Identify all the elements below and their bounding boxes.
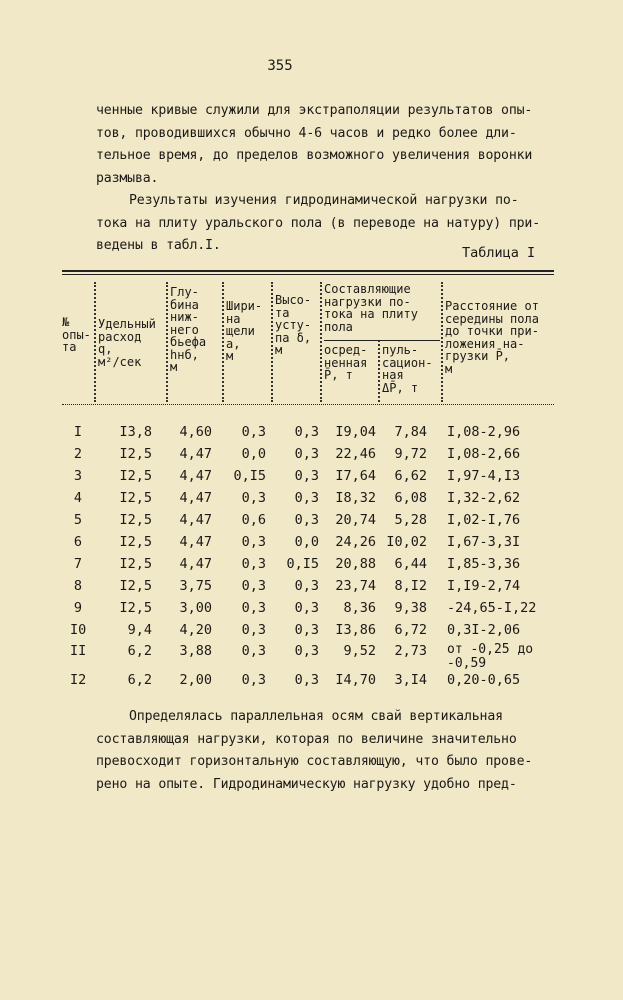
cell-pulse-load: 7,84 — [394, 424, 427, 440]
cell-pulse-load: 9,72 — [394, 446, 427, 462]
cell-pulse-load: 6,62 — [394, 468, 427, 484]
text-line: превосходит горизонтальную составляющую, что было прове- — [96, 754, 533, 769]
header-step-height: Высо- та усту- па δ, м — [275, 293, 312, 357]
table-caption: Таблица I — [462, 245, 536, 261]
cell-depth: 4,47 — [179, 446, 212, 462]
header-distance: Расстояние от середины пола до точки при- ложения на- грузки P̄, м — [445, 299, 539, 376]
cell-number: 4 — [73, 490, 83, 506]
cell-flow: I2,5 — [119, 468, 152, 484]
header-flow: Удельный расход q, м²/сек — [98, 317, 156, 369]
cell-flow: I2,5 — [119, 534, 152, 550]
cell-number: I0 — [70, 622, 87, 638]
cell-height: 0,3 — [294, 622, 319, 638]
header-number: № опы- та — [62, 315, 91, 354]
cell-distance: 0,3I-2,06 — [447, 622, 521, 638]
cell-depth: 3,88 — [179, 643, 212, 659]
cell-height: 0,3 — [294, 672, 319, 688]
column-divider — [271, 282, 273, 402]
header-load-components: Составляющие нагрузки по- тока на плиту пола — [324, 282, 418, 334]
paragraph-intro — [96, 100, 546, 258]
cell-avg-load: 20,74 — [335, 512, 376, 528]
column-divider — [378, 340, 380, 402]
column-divider — [166, 282, 168, 402]
cell-flow: I2,5 — [119, 512, 152, 528]
column-divider — [441, 282, 443, 402]
column-divider — [320, 282, 322, 402]
text-line: тока на плиту уральского пола (в переводе на натуру) при- — [96, 215, 541, 231]
cell-pulse-load: 5,28 — [394, 512, 427, 528]
cell-number: 3 — [73, 468, 83, 484]
cell-depth: 4,20 — [179, 622, 212, 638]
cell-depth: 3,00 — [179, 600, 212, 616]
cell-width: 0,3 — [241, 672, 266, 688]
cell-pulse-load: I0,02 — [386, 534, 427, 550]
cell-pulse-load: 3,I4 — [394, 672, 427, 688]
cell-depth: 3,75 — [179, 578, 212, 594]
text-line: рено на опыте. Гидродинамическую нагрузку удобно пред- — [96, 776, 517, 792]
cell-flow: I2,5 — [119, 600, 152, 616]
cell-height: 0,I5 — [286, 556, 319, 572]
text-line: Определялась параллельная осям свай вертикальная — [129, 709, 503, 724]
cell-depth: 4,47 — [179, 468, 212, 484]
cell-number: 7 — [73, 556, 83, 572]
cell-flow: I2,5 — [119, 556, 152, 572]
cell-distance: -24,65-I,22 — [447, 600, 537, 616]
table-top-rule — [62, 270, 554, 272]
cell-width: 0,3 — [241, 643, 266, 659]
cell-number: 2 — [73, 446, 83, 462]
cell-width: 0,I5 — [233, 468, 266, 484]
cell-flow: I2,5 — [119, 490, 152, 506]
cell-distance: I,85-3,36 — [447, 556, 521, 572]
cell-width: 0,3 — [241, 424, 266, 440]
cell-distance: I,08-2,96 — [447, 424, 521, 440]
cell-width: 0,3 — [241, 490, 266, 506]
page-number: 355 — [267, 58, 293, 74]
cell-distance: I,32-2,62 — [447, 490, 521, 506]
cell-depth: 2,00 — [179, 672, 212, 688]
header-pulsation: пуль- сацион- ная ΔP̄, т — [382, 343, 433, 395]
cell-avg-load: 9,52 — [343, 643, 376, 659]
cell-flow: 6,2 — [127, 672, 152, 688]
cell-height: 0,3 — [294, 468, 319, 484]
cell-avg-load: I7,64 — [335, 468, 376, 484]
cell-height: 0,3 — [294, 490, 319, 506]
cell-avg-load: 23,74 — [335, 578, 376, 594]
cell-avg-load: I9,04 — [335, 424, 376, 440]
cell-height: 0,3 — [294, 512, 319, 528]
cell-distance: I,97-4,I3 — [447, 468, 521, 484]
cell-flow: I2,5 — [119, 578, 152, 594]
cell-flow: 9,4 — [127, 622, 152, 638]
cell-avg-load: 8,36 — [343, 600, 376, 616]
header-depth: Глу- бина ниж- него бьефа hнб, м — [170, 285, 207, 374]
cell-number: 9 — [73, 600, 83, 616]
cell-height: 0,3 — [294, 600, 319, 616]
cell-flow: 6,2 — [127, 643, 152, 659]
cell-pulse-load: 6,44 — [394, 556, 427, 572]
header-averaged: осред- ненная P̄, т — [324, 343, 368, 382]
cell-avg-load: I4,70 — [335, 672, 376, 688]
cell-number: 5 — [73, 512, 83, 528]
column-divider — [222, 282, 224, 402]
text-line: тов, проводившихся обычно 4-6 часов и редко более дли- — [96, 125, 517, 141]
cell-depth: 4,47 — [179, 512, 212, 528]
text-line: Результаты изучения гидродинамической нагрузки по- — [129, 193, 519, 208]
column-divider — [94, 282, 96, 402]
cell-flow: I2,5 — [119, 446, 152, 462]
cell-height: 0,3 — [294, 446, 319, 462]
cell-height: 0,3 — [294, 643, 319, 659]
cell-number: I2 — [70, 672, 87, 688]
cell-avg-load: I3,86 — [335, 622, 376, 638]
cell-avg-load: 24,26 — [335, 534, 376, 550]
cell-width: 0,0 — [241, 446, 266, 462]
cell-distance: I,08-2,66 — [447, 446, 521, 462]
cell-distance: от -0,25 до -0,59 — [447, 642, 534, 671]
header-gap-width: Шири- на щели a, м — [226, 299, 263, 363]
cell-height: 0,3 — [294, 424, 319, 440]
cell-avg-load: 22,46 — [335, 446, 376, 462]
cell-width: 0,6 — [241, 512, 266, 528]
cell-pulse-load: 6,08 — [394, 490, 427, 506]
text-line: ведены в табл.I. — [96, 238, 221, 253]
header-bottom-rule — [62, 404, 554, 405]
paragraph-conclusion — [96, 706, 546, 796]
cell-avg-load: 20,88 — [335, 556, 376, 572]
cell-flow: I3,8 — [119, 424, 152, 440]
header-subrule — [324, 340, 440, 341]
cell-depth: 4,47 — [179, 556, 212, 572]
cell-avg-load: I8,32 — [335, 490, 376, 506]
cell-pulse-load: 9,38 — [394, 600, 427, 616]
table-top-rule-2 — [62, 274, 554, 275]
text-line: размыва. — [96, 170, 159, 186]
cell-pulse-load: 2,73 — [394, 643, 427, 659]
cell-width: 0,3 — [241, 534, 266, 550]
text-line: ченные кривые служили для экстраполяции результатов опы- — [96, 103, 533, 118]
cell-number: I — [73, 424, 83, 440]
cell-number: 6 — [73, 534, 83, 550]
cell-depth: 4,47 — [179, 490, 212, 506]
cell-number: II — [70, 643, 87, 659]
text-line: тельное время, до пределов возможного увеличения воронки — [96, 148, 533, 163]
cell-pulse-load: 6,72 — [394, 622, 427, 638]
cell-width: 0,3 — [241, 600, 266, 616]
cell-height: 0,0 — [294, 534, 319, 550]
cell-width: 0,3 — [241, 578, 266, 594]
cell-height: 0,3 — [294, 578, 319, 594]
cell-width: 0,3 — [241, 622, 266, 638]
cell-distance: 0,20-0,65 — [447, 672, 521, 688]
cell-distance: I,02-I,76 — [447, 512, 521, 528]
cell-depth: 4,47 — [179, 534, 212, 550]
cell-width: 0,3 — [241, 556, 266, 572]
cell-pulse-load: 8,I2 — [394, 578, 427, 594]
cell-number: 8 — [73, 578, 83, 594]
cell-distance: I,I9-2,74 — [447, 578, 521, 594]
cell-distance: I,67-3,3I — [447, 534, 521, 550]
text-line: составляющая нагрузки, которая по величине значительно — [96, 731, 517, 747]
cell-depth: 4,60 — [179, 424, 212, 440]
